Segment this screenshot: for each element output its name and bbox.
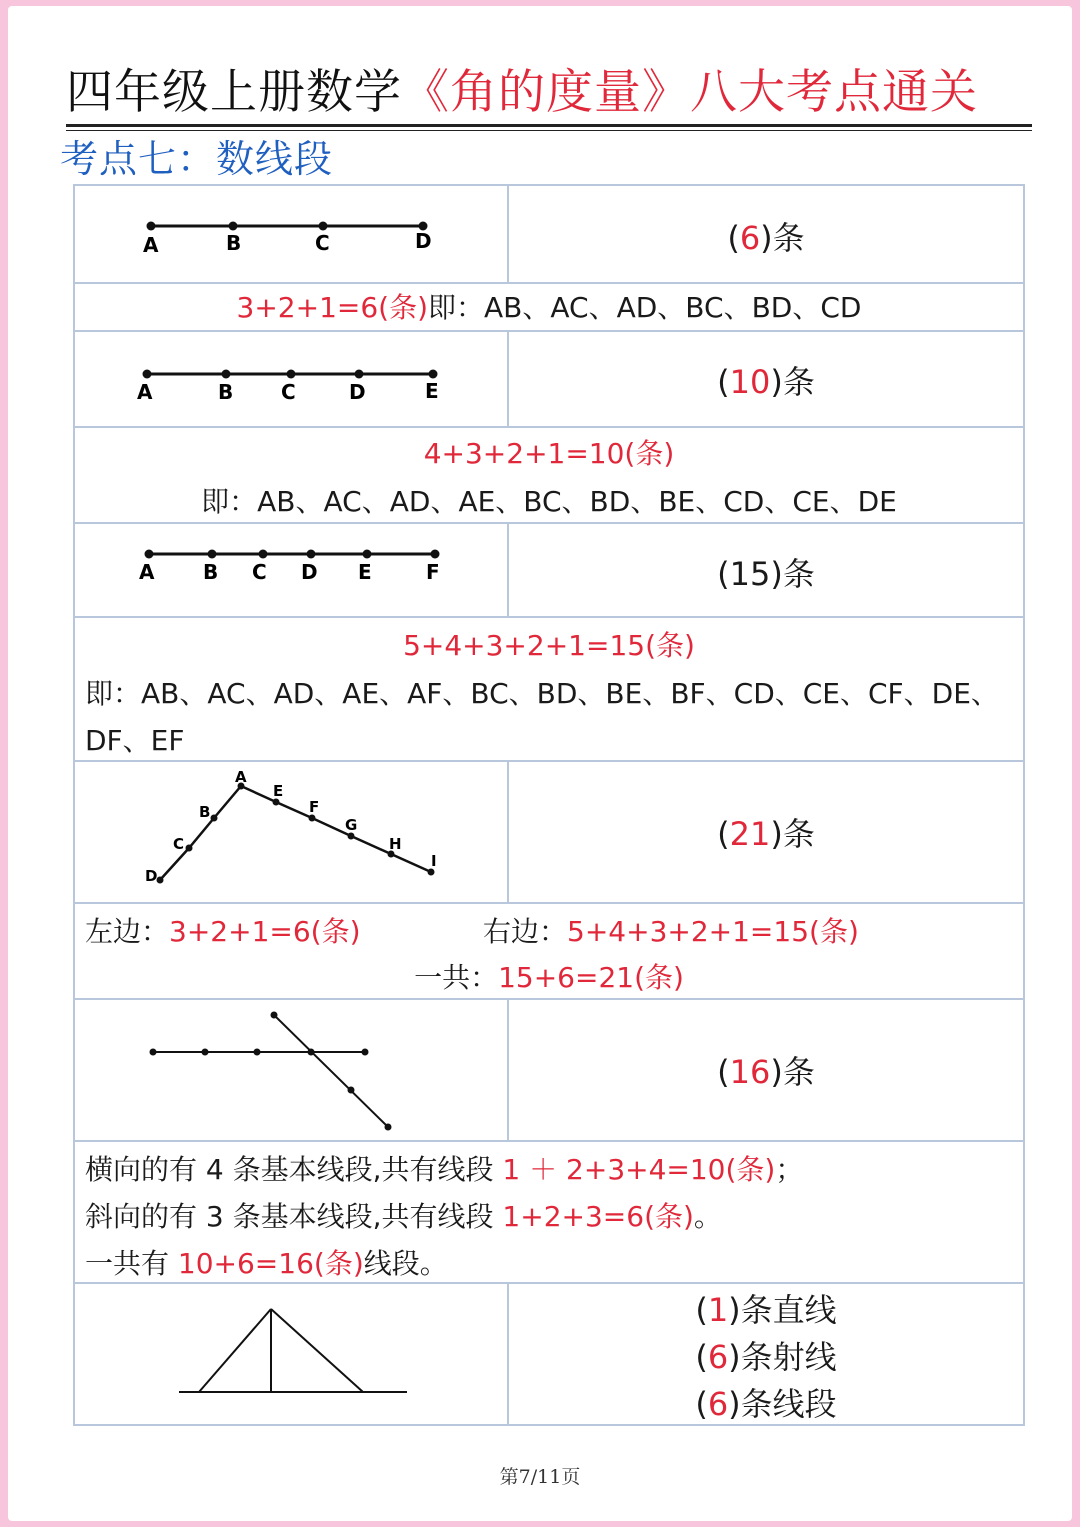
q4-total-label: 一共： — [414, 961, 499, 994]
q3-point-c — [259, 550, 268, 559]
q4-label-c: C — [173, 835, 185, 853]
q5-answer-open: ( — [717, 1053, 730, 1091]
page-title — [66, 62, 1036, 124]
q3-answer: (15)条 — [717, 555, 815, 593]
q6-a2-close: )条射线 — [728, 1338, 837, 1376]
q3-explain-row — [75, 618, 1023, 762]
q4-label-e: E — [273, 782, 284, 800]
q4-left-calc: 3+2+1=6(条) — [169, 915, 361, 948]
q6-row — [75, 1284, 1023, 1424]
q4-right-sum — [483, 912, 859, 952]
q4-right-label: 右边： — [483, 915, 568, 948]
q3-point-e — [363, 550, 372, 559]
q1-figure-cell — [75, 186, 509, 282]
page — [8, 6, 1072, 1521]
q3-label-b: B — [203, 560, 219, 584]
q1-answer-cell — [509, 186, 1023, 282]
q4-figure-cell — [75, 762, 509, 902]
q3-label-f: F — [426, 560, 440, 584]
q2-label-c: C — [281, 380, 296, 404]
q5-figure-cell — [75, 1000, 509, 1140]
q2-answer-close: )条 — [770, 363, 815, 401]
q4-label-h: H — [389, 835, 402, 853]
q2-list: 即：AB、AC、AD、AE、BC、BD、BE、CD、CE、DE — [201, 485, 897, 518]
q3-point-f — [431, 550, 440, 559]
q6-figure-cell — [75, 1284, 509, 1424]
q4-left-sum — [85, 912, 361, 952]
q4-answer-value: 21 — [729, 815, 771, 853]
q1-answer-value: 6 — [739, 219, 761, 257]
q6-a3-value: 6 — [707, 1385, 729, 1423]
q3-row — [75, 524, 1023, 618]
q3-point-a — [145, 550, 154, 559]
q6-answer-ray — [509, 1337, 1023, 1377]
q1-point-a — [147, 222, 156, 231]
q1-label-b: B — [226, 231, 242, 255]
q2-answer — [509, 362, 1023, 402]
q6-answer-segment — [509, 1384, 1023, 1424]
q1-point-b — [229, 222, 238, 231]
q3-figure — [75, 524, 505, 616]
q3-label-a: A — [139, 560, 155, 584]
title-rule-thin — [66, 130, 1032, 131]
q1-label-c: C — [315, 231, 330, 255]
q6-a3-close: )条线段 — [728, 1385, 837, 1423]
q3-label-e: E — [358, 560, 372, 584]
q2-point-c — [287, 370, 296, 379]
q1-row — [75, 186, 1023, 284]
q5-line2-calc: 1+2+3=6(条) — [502, 1200, 694, 1233]
q1-point-c — [319, 222, 328, 231]
q4-row — [75, 762, 1023, 904]
q6-right-side — [271, 1309, 363, 1392]
q3-answer-cell — [509, 524, 1023, 616]
q6-a1-open: ( — [695, 1291, 708, 1329]
q1-explanation — [75, 288, 1023, 328]
title-part1: 四年级上册数学 — [66, 65, 402, 120]
q6-left-side — [199, 1309, 271, 1392]
q5-point-d3 — [348, 1087, 355, 1094]
q5-line3-text: 一共有 — [85, 1247, 178, 1280]
q5-answer-value: 16 — [729, 1053, 771, 1091]
q5-answer-close: )条 — [770, 1053, 815, 1091]
q5-line2-end: 。 — [693, 1200, 722, 1233]
q4-label-b: B — [199, 803, 211, 821]
q5-figure — [75, 1000, 505, 1140]
q4-label-g: G — [345, 816, 358, 834]
title-part2: 《角的度量》八大考点通关 — [402, 65, 978, 120]
q2-point-e — [429, 370, 438, 379]
q2-label-e: E — [425, 379, 439, 403]
q4-label-i: I — [431, 852, 437, 870]
q2-point-a — [143, 370, 152, 379]
q2-row — [75, 332, 1023, 428]
q2-answer-cell — [509, 332, 1023, 426]
q4-left-label: 左边： — [85, 915, 170, 948]
q5-point-d1 — [271, 1012, 278, 1019]
q5-line2 — [85, 1197, 722, 1237]
q5-explain-row — [75, 1142, 1023, 1284]
q3-figure-cell — [75, 524, 509, 616]
q5-point-h2 — [202, 1049, 209, 1056]
q4-point-c — [186, 845, 193, 852]
q2-answer-open: ( — [717, 363, 730, 401]
q3-list-line2: DF、EF — [85, 724, 185, 757]
q6-a1-close: )条直线 — [728, 1291, 837, 1329]
q3-point-b — [208, 550, 217, 559]
q6-a1-value: 1 — [707, 1291, 729, 1329]
q4-explain-row — [75, 904, 1023, 1000]
q4-point-b — [211, 815, 218, 822]
q2-answer-value: 10 — [729, 363, 771, 401]
q1-list: 即：AB、AC、AD、BC、BD、CD — [428, 291, 862, 324]
q3-list-line1: 即：AB、AC、AD、AE、AF、BC、BD、BE、BF、CD、CE、CF、DE、 — [85, 677, 999, 710]
page-number: 第7/11页 — [499, 1466, 581, 1488]
q1-explain-row — [75, 284, 1023, 332]
q3-label-c: C — [252, 560, 267, 584]
q2-calc: 4+3+2+1=10(条) — [423, 437, 675, 470]
title-rule — [66, 124, 1032, 127]
q4-total-calc: 15+6=21(条) — [498, 961, 684, 994]
q5-line1-calc: 1 ＋ 2+3+4=10(条) — [502, 1153, 776, 1186]
q2-label-a: A — [137, 380, 153, 404]
q4-label-d: D — [145, 867, 158, 885]
q4-label-f: F — [309, 798, 320, 816]
q4-label-a: A — [235, 768, 247, 786]
q5-point-h5 — [362, 1049, 369, 1056]
q3-label-d: D — [301, 560, 318, 584]
q4-total — [75, 958, 1023, 998]
q1-answer-close: )条 — [760, 219, 805, 257]
q6-a3-open: ( — [695, 1385, 708, 1423]
q2-explain-row — [75, 428, 1023, 524]
q4-point-d — [157, 877, 164, 884]
q5-diagonal-line — [274, 1015, 388, 1127]
q5-row — [75, 1000, 1023, 1142]
q6-answer-line — [509, 1290, 1023, 1330]
q1-answer-open: ( — [727, 219, 740, 257]
q5-line1 — [85, 1150, 803, 1190]
q5-answer — [509, 1052, 1023, 1092]
q5-point-d4 — [385, 1124, 392, 1131]
q4-figure — [75, 762, 505, 902]
q1-label-a: A — [143, 233, 159, 257]
q4-answer-close: )条 — [770, 815, 815, 853]
q2-label-d: D — [349, 380, 366, 404]
q5-line2-text: 斜向的有 3 条基本线段,共有线段 — [85, 1200, 503, 1233]
q5-line3-end: 线段。 — [363, 1247, 448, 1280]
exercise-table — [73, 184, 1025, 1426]
q4-answer-open: ( — [717, 815, 730, 853]
q2-point-b — [222, 370, 231, 379]
q5-answer-cell — [509, 1000, 1023, 1140]
q5-line3-calc: 10+6=16(条) — [177, 1247, 364, 1280]
q6-figure — [75, 1284, 505, 1422]
q3-calc: 5+4+3+2+1=15(条) — [403, 629, 695, 662]
q5-point-cross — [308, 1049, 315, 1056]
q5-line3 — [85, 1244, 448, 1284]
q5-point-h1 — [150, 1049, 157, 1056]
q6-a2-value: 6 — [707, 1338, 729, 1376]
q6-answer-cell — [509, 1284, 1023, 1424]
q4-right-calc: 5+4+3+2+1=15(条) — [567, 915, 859, 948]
q4-broken-line — [160, 786, 431, 880]
q4-answer-cell — [509, 762, 1023, 902]
section-heading: 考点七：数线段 — [60, 137, 334, 181]
q2-figure-cell — [75, 332, 509, 426]
q2-figure — [75, 332, 505, 426]
q5-line1-end: ； — [775, 1153, 804, 1186]
q2-label-b: B — [218, 380, 234, 404]
q2-point-d — [355, 370, 364, 379]
q4-answer — [509, 814, 1023, 854]
q3-point-d — [307, 550, 316, 559]
q5-point-h3 — [254, 1049, 261, 1056]
q1-label-d: D — [415, 229, 432, 253]
q1-answer — [509, 218, 1023, 258]
q5-line1-text: 横向的有 4 条基本线段,共有线段 — [85, 1153, 503, 1186]
q1-calc: 3+2+1=6(条) — [236, 291, 429, 324]
q6-a2-open: ( — [695, 1338, 708, 1376]
q1-figure — [75, 186, 505, 282]
